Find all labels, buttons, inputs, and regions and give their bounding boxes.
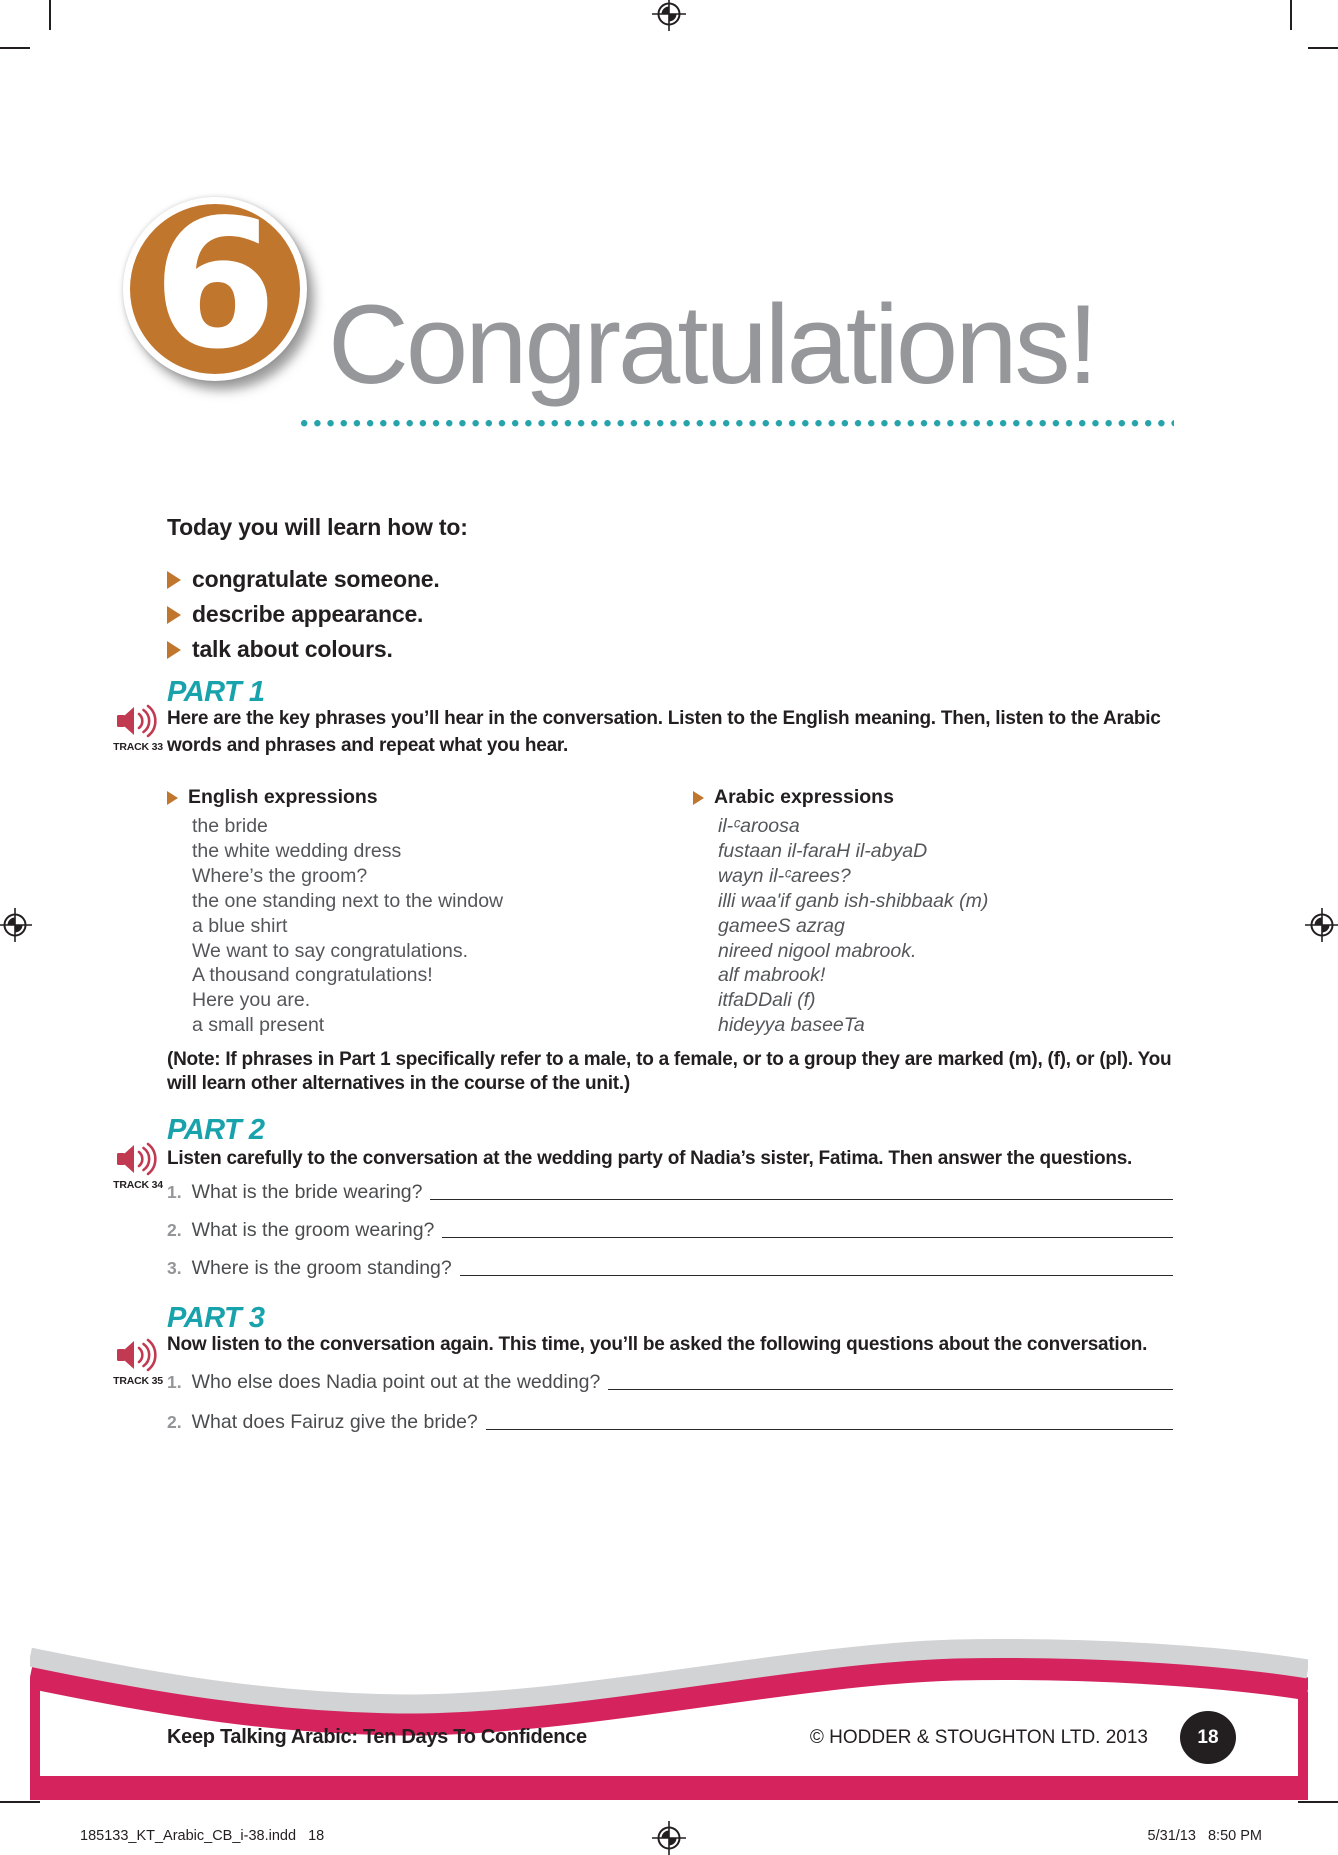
expression-item: itfaDDali (f) — [718, 989, 816, 1012]
objective-label: talk about colours. — [192, 636, 393, 662]
speaker-icon — [117, 704, 159, 738]
part3-heading: PART 3 — [167, 1302, 265, 1334]
page-number: 18 — [1197, 1726, 1219, 1748]
part2-heading: PART 2 — [167, 1114, 265, 1146]
arrow-bullet-icon — [167, 641, 181, 659]
expression-item: We want to say congratulations. — [192, 939, 469, 962]
objective-label: describe appearance. — [192, 601, 424, 627]
objective-item — [167, 601, 423, 628]
part1-heading: PART 1 — [167, 676, 265, 708]
column-header-label: Arabic expressions — [714, 786, 894, 808]
question-row — [167, 1256, 1173, 1280]
answer-line — [430, 1197, 1173, 1200]
objective-item — [167, 636, 393, 663]
crop-mark — [1298, 1801, 1338, 1803]
part1-instructions: Here are the key phrases you’ll hear in the conversation. Listen to the English meaning. Then, listen to the Arabic words and phrases and repeat what you hear. — [167, 708, 1161, 756]
registration-mark-icon — [1305, 908, 1338, 942]
expression-item: alf mabrook! — [718, 964, 826, 987]
footer-book-title: Keep Talking Arabic: Ten Days To Confidence — [167, 1726, 587, 1748]
arrow-bullet-icon — [693, 791, 704, 805]
answer-line — [442, 1235, 1173, 1238]
expression-item: the one standing next to the window — [192, 889, 504, 912]
crop-mark — [0, 47, 30, 49]
expression-item: a blue shirt — [192, 914, 288, 937]
page-number-badge — [1180, 1711, 1236, 1764]
question-text: What is the bride wearing? — [191, 1181, 423, 1203]
arabic-expressions-header — [693, 786, 988, 809]
expression-item: gameeS azrag — [718, 914, 845, 937]
arrow-bullet-icon — [167, 571, 181, 589]
arabic-expressions-list — [693, 814, 988, 1038]
english-expressions-header — [167, 786, 503, 809]
english-expressions-list — [167, 814, 503, 1038]
print-filename: 185133_KT_Arabic_CB_i-38.indd 18 — [80, 1828, 325, 1844]
registration-mark-icon — [652, 1821, 686, 1855]
objective-label: congratulate someone. — [192, 566, 440, 592]
arrow-bullet-icon — [167, 606, 181, 624]
question-number: 2. — [167, 1412, 182, 1432]
expression-item: fustaan il-faraH il-abyaD — [718, 839, 928, 862]
track33-audio — [100, 704, 176, 753]
question-row — [167, 1370, 1173, 1394]
expression-item: nireed nigool mabrook. — [718, 939, 917, 962]
track-label: TRACK 35 — [113, 1375, 163, 1387]
column-header-label: English expressions — [188, 786, 378, 808]
registration-mark-icon — [0, 908, 32, 942]
unit-number: 6 — [153, 181, 277, 388]
footer-frame-bottom — [30, 1776, 1308, 1800]
expression-item: Where’s the groom? — [192, 864, 368, 887]
question-text: What is the groom wearing? — [191, 1219, 435, 1241]
page-title: Congratulations! — [328, 282, 1096, 407]
question-number: 2. — [167, 1220, 182, 1240]
question-number: 1. — [167, 1182, 182, 1202]
question-text: Where is the groom standing? — [191, 1257, 452, 1279]
crop-mark — [0, 1801, 40, 1803]
unit-number-badge — [123, 181, 307, 388]
expression-item: A thousand congratulations! — [192, 964, 433, 987]
track-label: TRACK 34 — [113, 1179, 163, 1191]
question-text: Who else does Nadia point out at the wedding? — [191, 1371, 601, 1393]
arabic-expressions-column — [693, 786, 988, 1038]
crop-mark — [1308, 47, 1338, 49]
answer-line — [608, 1387, 1173, 1390]
part2-instructions: Listen carefully to the conversation at the wedding party of Nadia’s sister, Fatima. Then answer the questions. — [167, 1148, 1133, 1169]
title-dotted-rule — [300, 419, 1174, 428]
intro-heading: Today you will learn how to: — [167, 514, 468, 540]
expression-item: hideyya baseeTa — [718, 1014, 865, 1037]
expression-item: Here you are. — [192, 989, 311, 1012]
question-row — [167, 1410, 1173, 1434]
arrow-bullet-icon — [167, 791, 178, 805]
expression-item: illi waa'if ganb ish-shibbaak (m) — [718, 889, 989, 912]
answer-line — [486, 1427, 1173, 1430]
expression-item: wayn il-ᶜarees? — [718, 864, 851, 887]
track-label: TRACK 33 — [113, 741, 163, 753]
footer-copyright: © HODDER & STOUGHTON LTD. 2013 — [809, 1727, 1148, 1748]
track35-audio — [100, 1338, 176, 1387]
registration-mark-icon — [652, 0, 686, 31]
speaker-icon — [117, 1338, 159, 1372]
crop-mark — [49, 0, 51, 30]
expression-item: a small present — [192, 1014, 325, 1037]
english-expressions-column — [167, 786, 503, 1038]
part1-note: (Note: If phrases in Part 1 specifically refer to a male, to a female, or to a group they are marked (m), (f), or (pl). You will learn other alternatives in the course of the unit.) — [167, 1049, 1172, 1094]
expression-item: the bride — [192, 815, 268, 837]
speaker-icon — [117, 1142, 159, 1176]
part3-instructions: Now listen to the conversation again. This time, you’ll be asked the following questions about the conversation. — [167, 1334, 1148, 1355]
expression-item: il-ᶜaroosa — [718, 815, 800, 837]
objective-item — [167, 566, 440, 593]
question-row — [167, 1218, 1173, 1242]
answer-line — [460, 1273, 1173, 1276]
crop-mark — [1290, 0, 1292, 30]
track34-audio — [100, 1142, 176, 1191]
question-text: What does Fairuz give the bride? — [191, 1411, 478, 1433]
question-number: 1. — [167, 1372, 182, 1392]
print-timestamp: 5/31/13 8:50 PM — [1147, 1828, 1262, 1844]
expression-item: the white wedding dress — [192, 839, 402, 862]
question-row — [167, 1180, 1173, 1204]
question-number: 3. — [167, 1258, 182, 1278]
